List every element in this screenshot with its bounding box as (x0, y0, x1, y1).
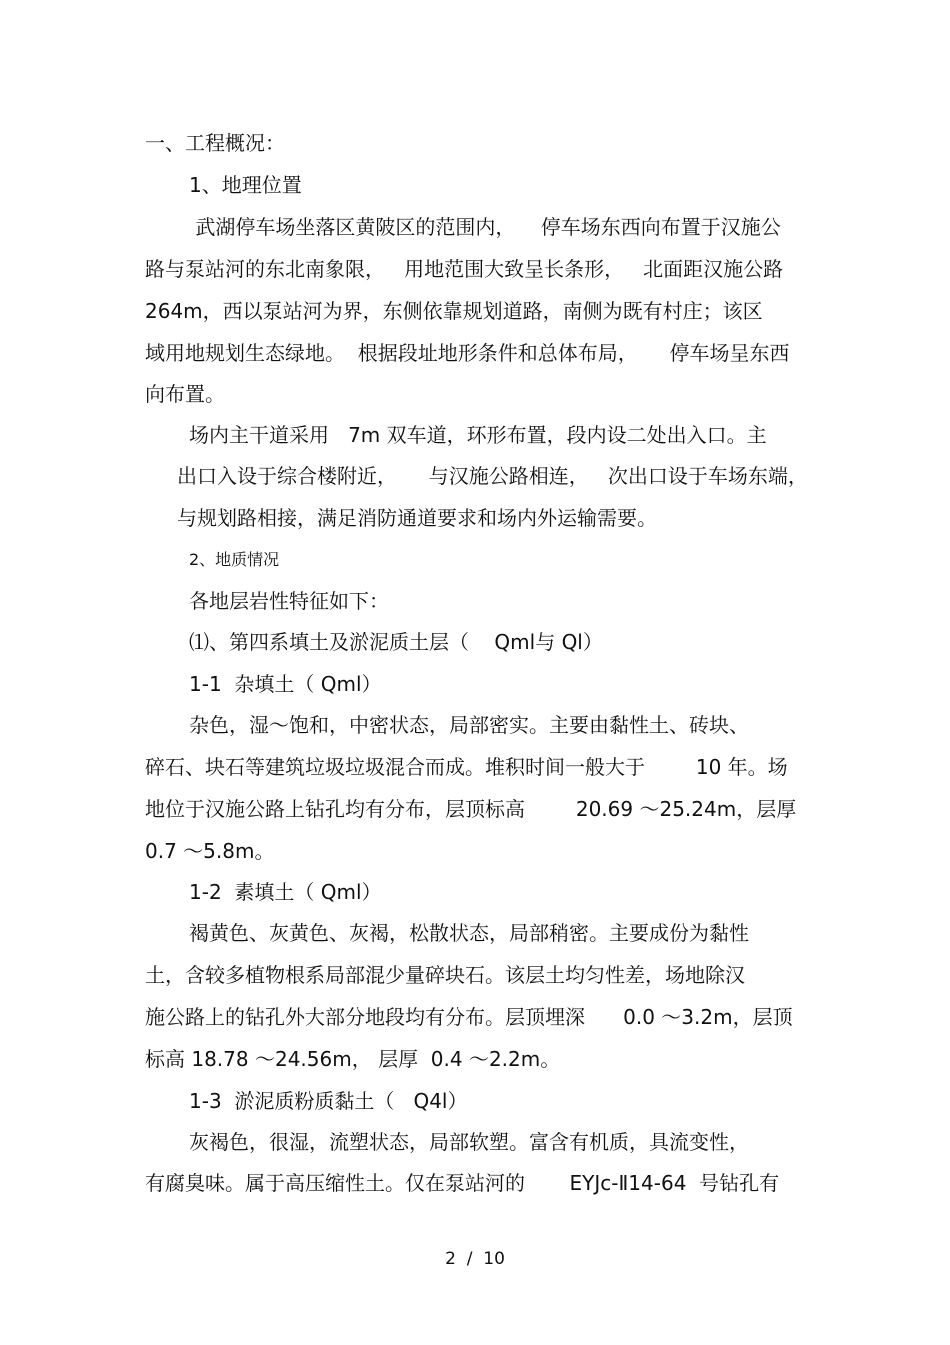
body-line: 0.7 ～5.8m。 (145, 839, 275, 863)
body-line: 褐黄色、灰黄色、灰褐，松散状态，局部稍密。主要成份为黏性 (189, 921, 749, 945)
subsection-heading: 1、地理位置 (189, 173, 302, 197)
body-line: 杂色，湿～饱和，中密状态，局部密实。主要由黏性土、砖块、 (189, 713, 749, 737)
body-line: 出口入设于综合楼附近， 与汉施公路相连， 次出口设于车场东端， (177, 464, 808, 488)
layer-heading: 1-1 杂填土（ Qml） (189, 672, 382, 696)
body-line: 场内主干道采用 7m 双车道，环形布置，段内设二处出入口。主 (189, 423, 767, 447)
body-line: 地位于汉施公路上钻孔均有分布，层顶标高 20.69 ～25.24m，层厚 (145, 797, 797, 821)
body-line: 各地层岩性特征如下： (189, 589, 389, 613)
page-number: 2 / 10 (445, 1249, 505, 1269)
body-line: 向布置。 (145, 382, 225, 406)
layer-heading: 1-3 淤泥质粉质黏土（ Q4l） (189, 1089, 468, 1113)
body-line: 路与泵站河的东北南象限， 用地范围大致呈长条形， 北面距汉施公路 (145, 257, 784, 281)
section-heading: 一、工程概况： (145, 131, 285, 155)
body-line: 域用地规划生态绿地。 根据段址地形条件和总体布局， 停车场呈东西 (145, 341, 790, 365)
layer-heading: 1-2 素填土（ Qml） (189, 880, 382, 904)
body-line: 与规划路相接，满足消防通道要求和场内外运输需要。 (177, 506, 657, 530)
body-line: 标高 18.78 ～24.56m， 层厚 0.4 ～2.2m。 (145, 1047, 561, 1071)
body-line: 灰褐色，很湿，流塑状态，局部软塑。富含有机质，具流变性， (189, 1130, 749, 1154)
body-line: 有腐臭味。属于高压缩性土。仅在泵站河的 EYJc-Ⅱ14-64 号钻孔有 (145, 1171, 780, 1195)
layer-heading: ⑴、第四系填土及淤泥质土层（ Qml与 Ql） (189, 630, 603, 654)
body-line: 碎石、块石等建筑垃圾垃圾混合而成。堆积时间一般大于 10 年。场 (145, 755, 788, 779)
body-line: 264m，西以泵站河为界，东侧依靠规划道路，南侧为既有村庄；该区 (145, 299, 763, 323)
body-line: 土，含较多植物根系局部混少量碎块石。该层土均匀性差，场地除汉 (145, 963, 745, 987)
body-line: 施公路上的钻孔外大部分地段均有分布。层顶埋深 0.0 ～3.2m，层顶 (145, 1005, 793, 1029)
subsection-heading: 2、地质情况 (189, 550, 280, 569)
body-line: 武湖停车场坐落区黄陂区的范围内， 停车场东西向布置于汉施公 (189, 215, 781, 239)
